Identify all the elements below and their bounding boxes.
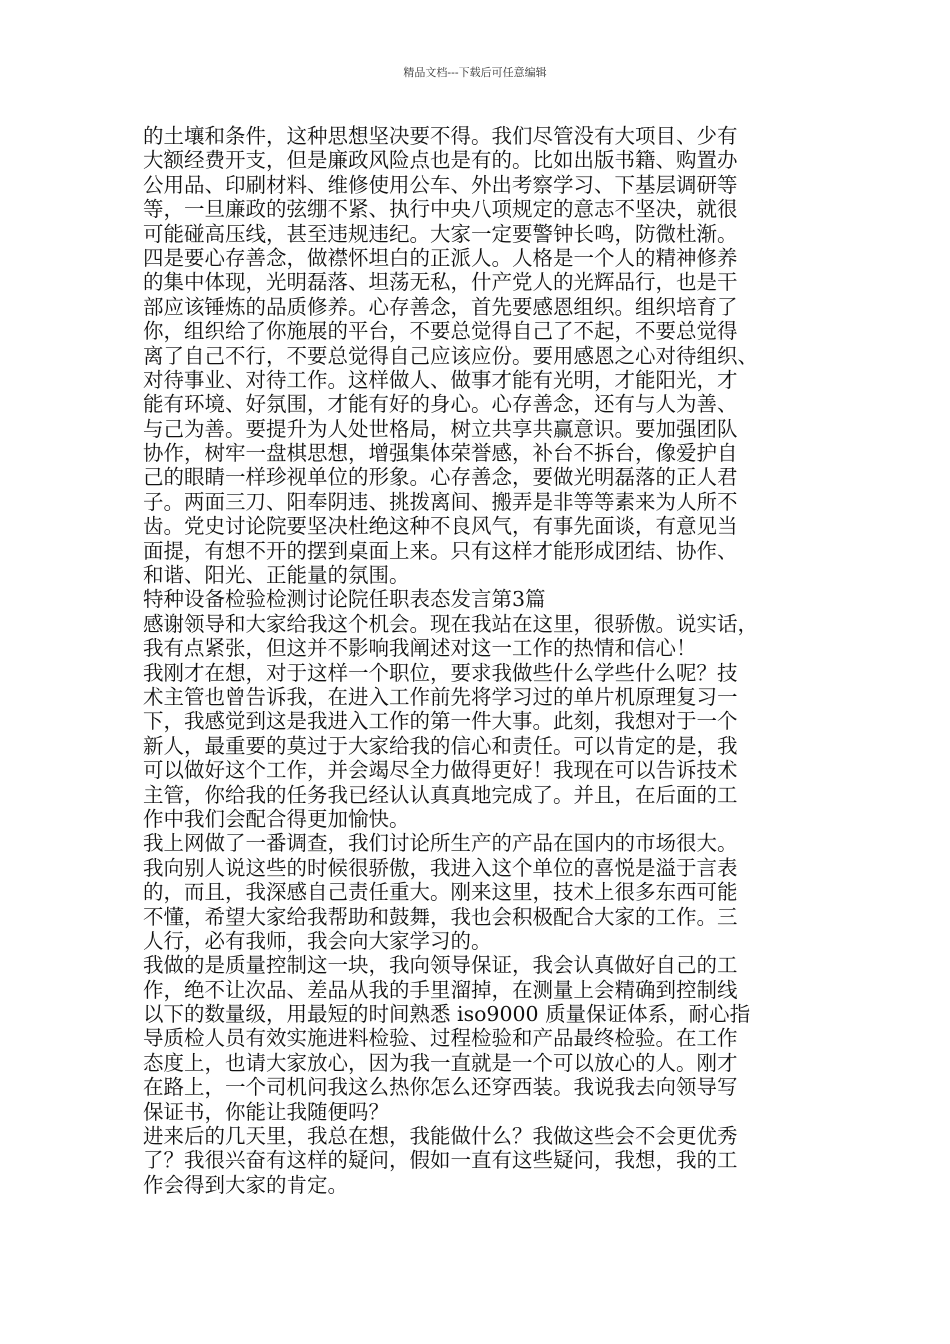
body-line: 我有点紧张，但这并不影响我阐述对这一工作的热情和信心！ bbox=[143, 636, 697, 661]
body-line: 的集中体现，光明磊落、坦荡无私，什产党人的光辉品行，也是干 bbox=[143, 270, 738, 295]
body-line: 以下的数量级，用最短的时间熟悉 iso9000 质量保证体系，耐心指 bbox=[143, 1002, 751, 1027]
body-line: 主管，你给我的任务我已经认认真真地完成了。并且，在后面的工 bbox=[143, 782, 738, 807]
body-line: 大额经费开支，但是廉政风险点也是有的。比如出版书籍、购置办 bbox=[143, 148, 738, 173]
body-line: 术主管也曾告诉我，在进入工作前先将学习过的单片机原理复习一 bbox=[143, 684, 738, 709]
body-line: 在路上，一个司机问我这么热你怎么还穿西装。我说我去向领导写 bbox=[143, 1075, 738, 1100]
body-line: 的土壤和条件，这种思想坚决要不得。我们尽管没有大项目、少有 bbox=[143, 124, 738, 148]
body-line: 下，我感觉到这是我进入工作的第一件大事。此刻，我想对于一个 bbox=[143, 709, 738, 734]
body-line: 不懂，希望大家给我帮助和鼓舞，我也会积极配合大家的工作。三 bbox=[143, 904, 738, 929]
body-line: 进来后的几天里，我总在想，我能做什么？我做这些会不会更优秀 bbox=[143, 1124, 738, 1149]
body-line: 作中我们会配合得更加愉快。 bbox=[143, 806, 410, 831]
body-line: 新人，最重要的莫过于大家给我的信心和责任。可以肯定的是，我 bbox=[143, 733, 738, 758]
body-line: 我上网做了一番调查，我们讨论所生产的产品在国内的市场很大。 bbox=[143, 831, 738, 856]
body-line: 我做的是质量控制这一块，我向领导保证，我会认真做好自己的工 bbox=[143, 953, 738, 978]
body-line: 我向别人说这些的时候很骄傲，我进入这个单位的喜悦是溢于言表 bbox=[143, 855, 738, 880]
body-line: 等，一旦廉政的弦绷不紧、执行中央八项规定的意志不坚决，就很 bbox=[143, 197, 738, 222]
body-line: 可以做好这个工作，并会竭尽全力做得更好！我现在可以告诉技术 bbox=[143, 758, 738, 783]
page-header: 精品文档---下载后可任意编辑 bbox=[403, 66, 547, 79]
body-line: 人行，必有我师，我会向大家学习的。 bbox=[143, 928, 492, 953]
body-line: 协作，树牢一盘棋思想，增强集体荣誉感，补台不拆台，像爱护自 bbox=[143, 441, 738, 466]
body-line: 部应该锤炼的品质修养。心存善念，首先要感恩组织。组织培育了 bbox=[143, 294, 738, 319]
body-line: 公用品、印刷材料、维修使用公车、外出考察学习、下基层调研等 bbox=[143, 172, 738, 197]
section-heading: 特种设备检验检测讨论院任职表态发言第3篇 bbox=[143, 587, 546, 612]
body-line: 作会得到大家的肯定。 bbox=[143, 1172, 348, 1197]
body-line: 四是要心存善念，做襟怀坦白的正派人。人格是一个人的精神修养 bbox=[143, 245, 738, 270]
body-line: 感谢领导和大家给我这个机会。现在我站在这里，很骄傲。说实话， bbox=[143, 611, 758, 636]
body-line: 作，绝不让次品、差品从我的手里溜掉，在测量上会精确到控制线 bbox=[143, 977, 738, 1002]
body-line: 和谐、阳光、正能量的氛围。 bbox=[143, 563, 410, 588]
body-line: 了？我很兴奋有这样的疑问，假如一直有这些疑问，我想，我的工 bbox=[143, 1148, 738, 1173]
body-line: 你，组织给了你施展的平台，不要总觉得自己了不起，不要总觉得 bbox=[143, 319, 738, 344]
body-line: 对待事业、对待工作。这样做人、做事才能有光明，才能阳光，才 bbox=[143, 367, 738, 392]
body-line: 可能碰高压线，甚至违规违纪。大家一定要警钟长鸣，防微杜渐。 bbox=[143, 221, 738, 246]
body-line: 子。两面三刀、阳奉阴违、挑拨离间、搬弄是非等等素来为人所不 bbox=[143, 489, 738, 514]
body-line: 与己为善。要提升为人处世格局，树立共享共赢意识。要加强团队 bbox=[143, 416, 738, 441]
body-line: 我刚才在想，对于这样一个职位，要求我做些什么学些什么呢？技 bbox=[143, 660, 738, 685]
body-line: 齿。党史讨论院要坚决杜绝这种不良风气，有事先面谈，有意见当 bbox=[143, 514, 738, 539]
body-line: 己的眼睛一样珍视单位的形象。心存善念，要做光明磊落的正人君 bbox=[143, 465, 738, 490]
body-line: 离了自己不行，不要总觉得自己应该应份。要用感恩之心对待组织、 bbox=[143, 343, 758, 368]
body-line: 保证书，你能让我随便吗？ bbox=[143, 1099, 389, 1124]
body-line: 态度上，也请大家放心，因为我一直就是一个可以放心的人。刚才 bbox=[143, 1050, 738, 1075]
body-line: 能有环境、好氛围，才能有好的身心。心存善念，还有与人为善、 bbox=[143, 392, 738, 417]
document-body bbox=[143, 124, 823, 1197]
body-line: 的，而且，我深感自己责任重大。刚来这里，技术上很多东西可能 bbox=[143, 880, 738, 905]
body-line: 面提，有想不开的摆到桌面上来。只有这样才能形成团结、协作、 bbox=[143, 538, 738, 563]
body-line: 导质检人员有效实施进料检验、过程检验和产品最终检验。在工作 bbox=[143, 1026, 738, 1051]
